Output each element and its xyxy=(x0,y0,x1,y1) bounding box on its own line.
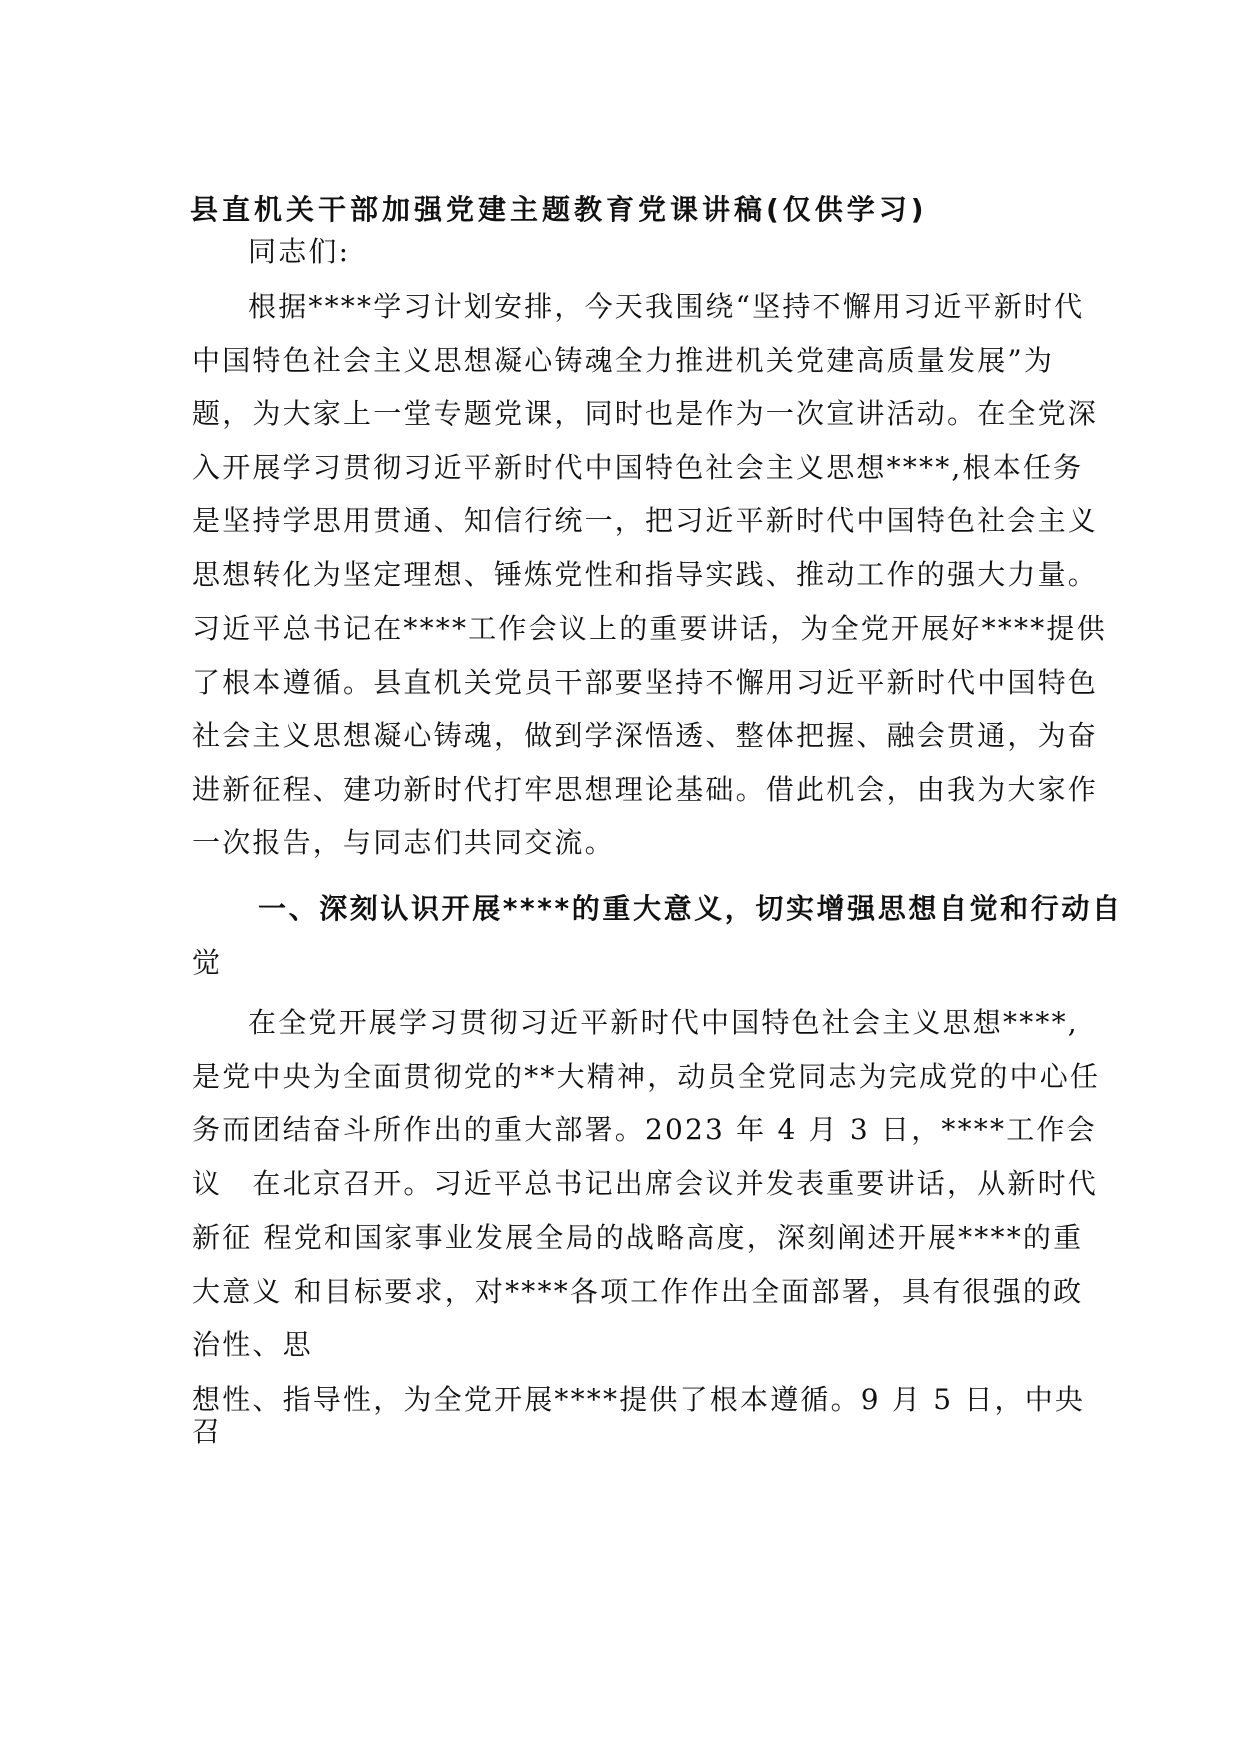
section-line: 想性、指导性，为全党开展****提供了根本遵循。9 月 5 日，中央 xyxy=(192,1383,1086,1416)
intro-line: 中国特色社会主义思想凝心铸魂全力推进机关党建高质量发展”为 xyxy=(192,344,1055,377)
section-heading: 一、深刻认识开展****的重大意义，切实增强思想自觉和行动自 xyxy=(258,892,1123,925)
intro-line: 一次报告，与同志们共同交流。 xyxy=(192,826,615,859)
intro-line: 入开展学习贯彻习近平新时代中国特色社会主义思想****,根本任务 xyxy=(192,451,1084,484)
section-line: 务而团结奋斗所作出的重大部署。2023 年 4 月 3 日，****工作会 xyxy=(192,1113,1097,1146)
section-line: 大意义 和目标要求，对****各项工作作出全面部署，具有很强的政 xyxy=(192,1275,1084,1308)
intro-line: 题，为大家上一堂专题党课，同时也是作为一次宣讲活动。在全党深 xyxy=(192,397,1099,430)
section-line: 新征 程党和国家事业发展全局的战略高度，深刻阐述开展****的重 xyxy=(192,1221,1084,1254)
section-line: 在全党开展学习贯彻习近平新时代中国特色社会主义思想****, xyxy=(248,1006,1079,1039)
section-line: 是党中央为全面贯彻党的**大精神，动员全党同志为完成党的中心任 xyxy=(192,1060,1101,1093)
intro-line: 是坚持学思用贯通、知信行统一，把习近平新时代中国特色社会主义 xyxy=(192,504,1099,537)
section-line: 治性、思 xyxy=(192,1328,313,1361)
document-title: 县直机关干部加强党建主题教育党课讲稿(仅供学习) xyxy=(190,193,928,226)
greeting: 同志们: xyxy=(248,235,351,268)
section-heading-continued: 觉 xyxy=(192,946,223,979)
intro-line: 进新征程、建功新时代打牢思想理论基础。借此机会，由我为大家作 xyxy=(192,773,1099,806)
intro-line: 社会主义思想凝心铸魂，做到学深悟透、整体把握、融会贯通，为奋 xyxy=(192,719,1099,752)
intro-line: 思想转化为坚定理想、锤炼党性和指导实践、推动工作的强大力量。 xyxy=(192,558,1099,591)
section-line: 议 在北京召开。习近平总书记出席会议并发表重要讲话，从新时代 xyxy=(192,1167,1099,1200)
section-line: 召 xyxy=(192,1415,223,1448)
intro-line: 了根本遵循。县直机关党员干部要坚持不懈用习近平新时代中国特色 xyxy=(192,666,1099,699)
intro-line: 根据****学习计划安排，今天我围绕“坚持不懈用习近平新时代 xyxy=(248,290,1085,323)
intro-line: 习近平总书记在****工作会议上的重要讲话，为全党开展好****提供 xyxy=(192,612,1107,645)
